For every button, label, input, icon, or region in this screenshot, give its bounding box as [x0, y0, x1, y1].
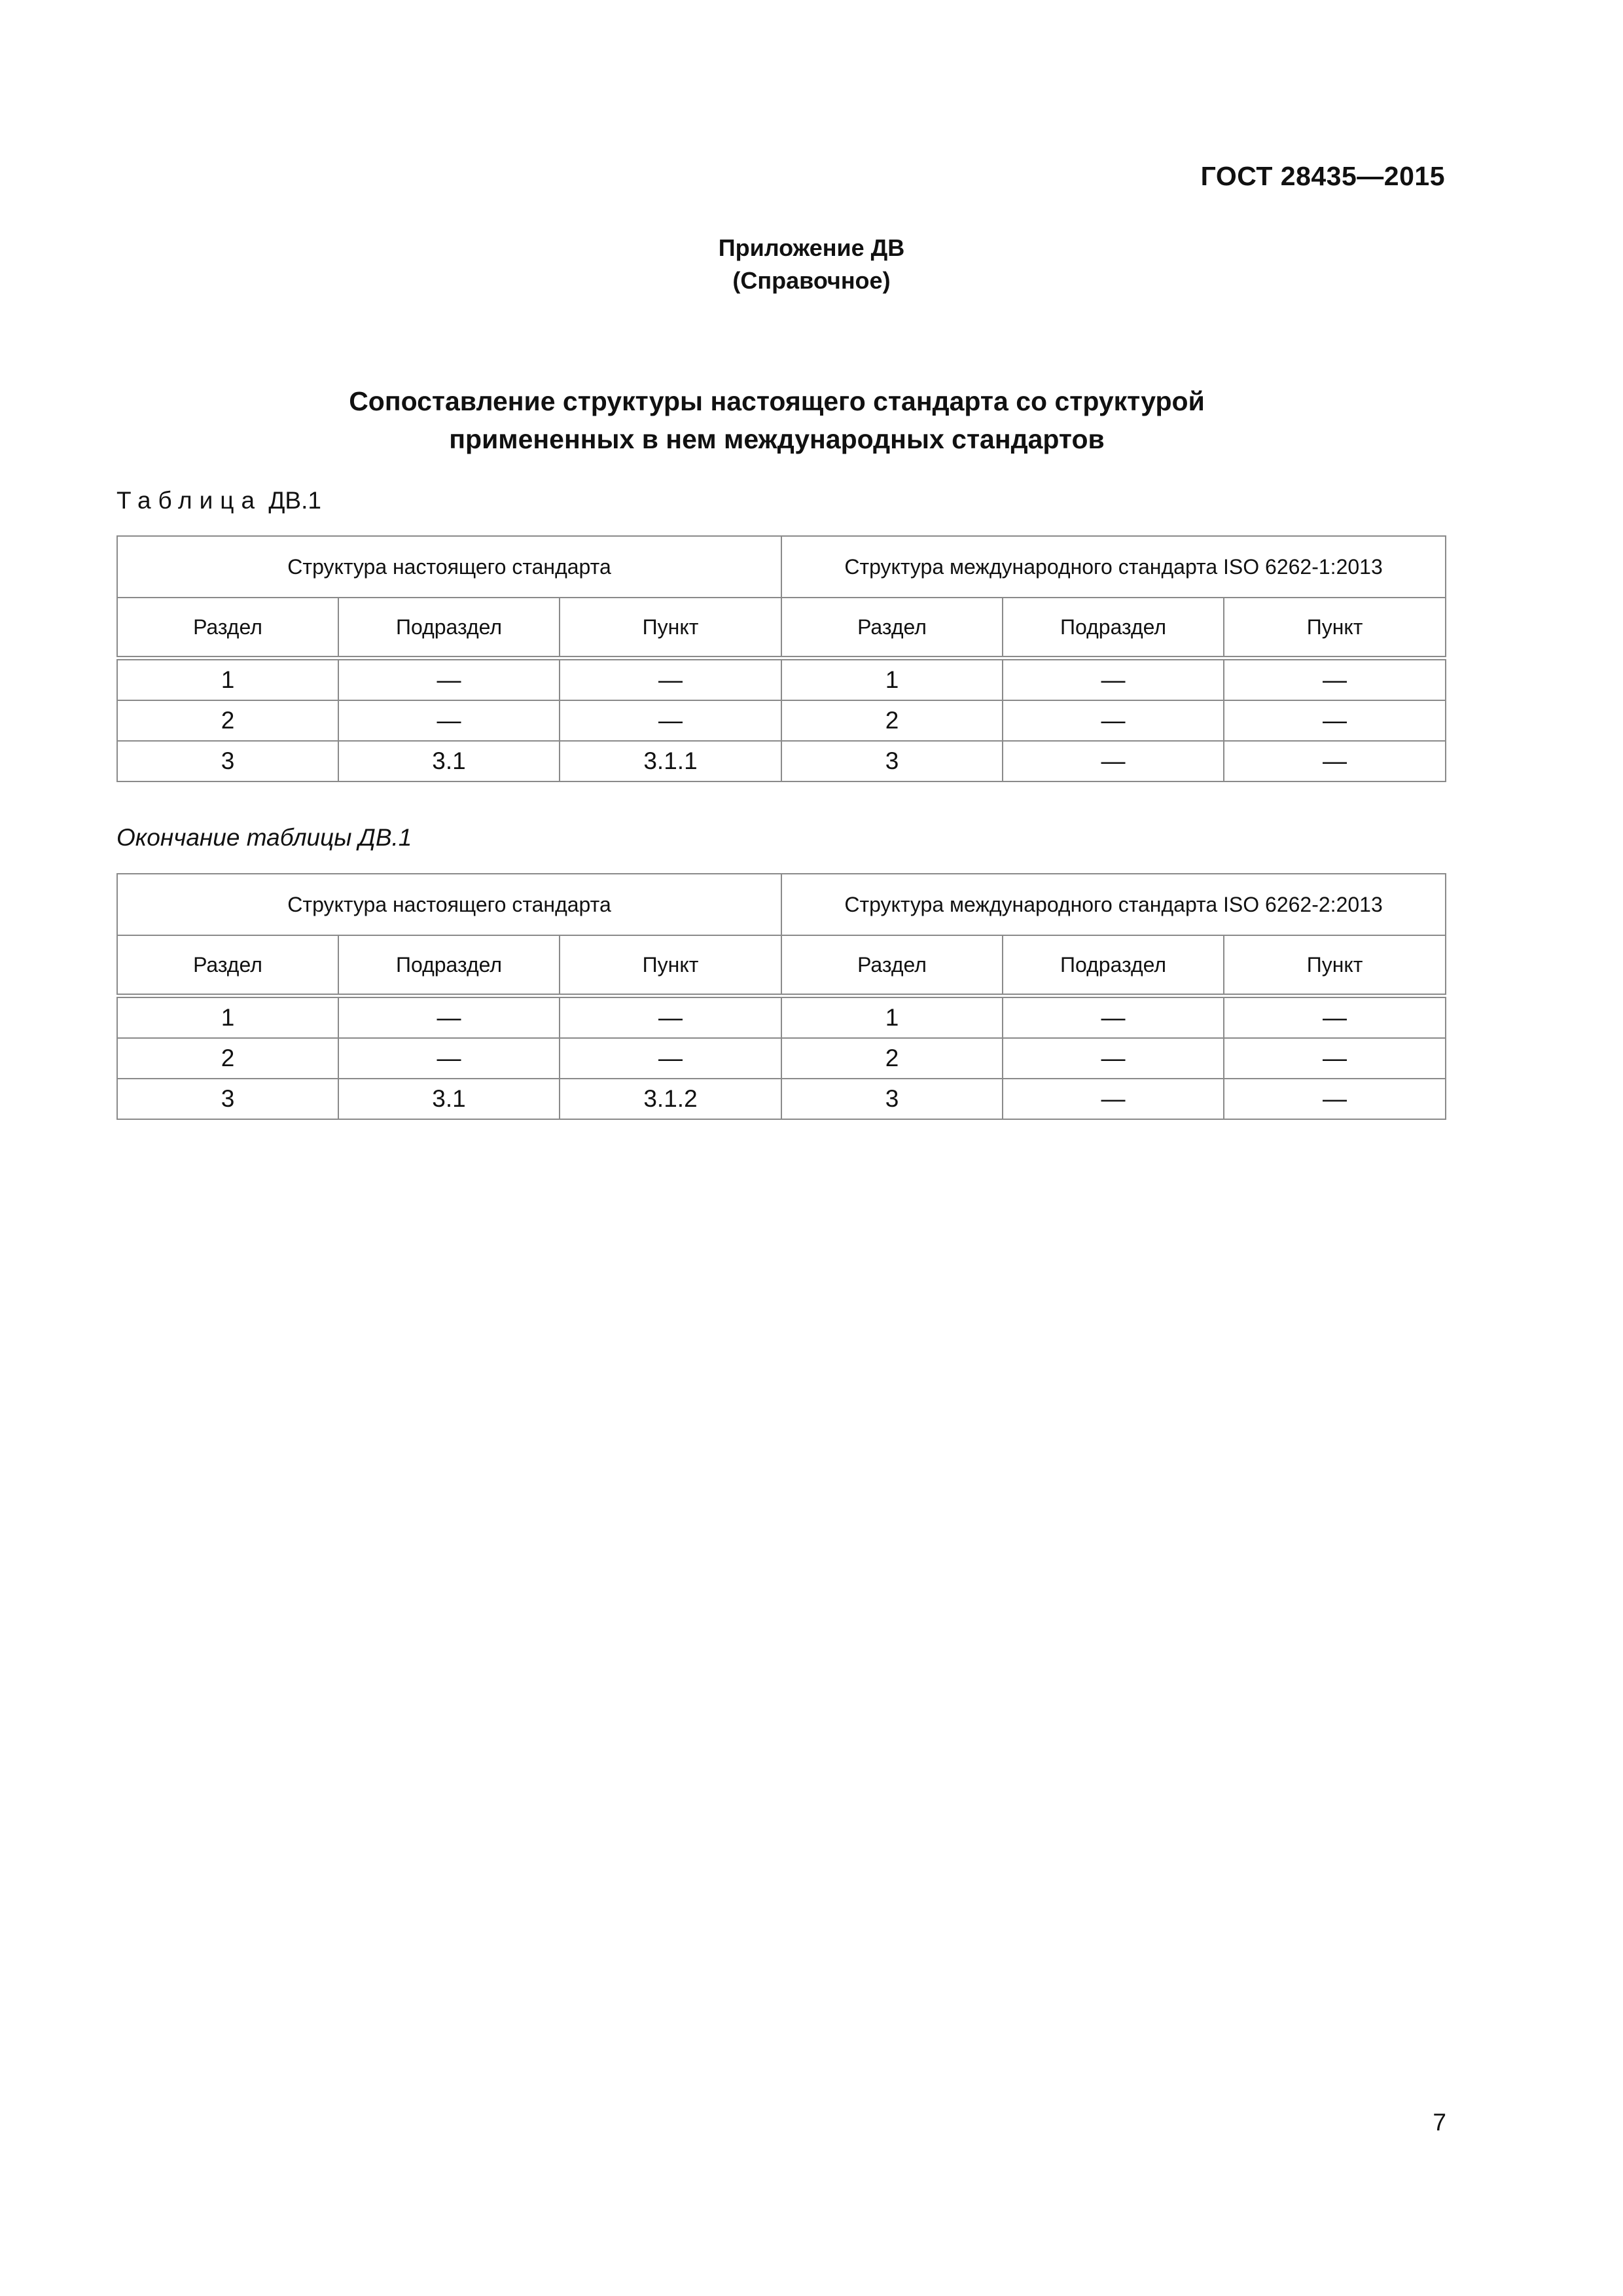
column-header: Пункт: [1224, 935, 1446, 996]
section-title-line-1: Сопоставление структуры настоящего стандарта со структурой: [349, 386, 1205, 416]
group-header-international: Структура международного стандарта ISO 6262-1:2013: [781, 536, 1446, 598]
column-header: Подраздел: [1003, 598, 1224, 658]
structure-comparison-table-1: [116, 535, 1446, 782]
column-header: Раздел: [117, 935, 338, 996]
table-cell: —: [1224, 741, 1446, 781]
table-caption-word: Таблица: [116, 487, 262, 514]
table-1-continuation-caption: Окончание таблицы ДВ.1: [116, 824, 412, 851]
table-cell: 3: [117, 741, 338, 781]
table-cell: 3.1: [338, 1079, 560, 1119]
table-cell: 3: [117, 1079, 338, 1119]
table-cell: 2: [781, 700, 1003, 741]
table-cell: 2: [781, 1038, 1003, 1079]
structure-comparison-table-1-end: [116, 873, 1446, 1120]
table-cell: 1: [117, 658, 338, 701]
column-header: Подраздел: [1003, 935, 1224, 996]
table-column-header-row: [117, 935, 1446, 996]
table-cell: 3: [781, 741, 1003, 781]
page-number: 7: [1433, 2109, 1446, 2136]
table-cell: —: [338, 700, 560, 741]
table-row: [117, 996, 1446, 1039]
table-cell: —: [1224, 1079, 1446, 1119]
table-cell: —: [1003, 1079, 1224, 1119]
group-header-national: Структура настоящего стандарта: [117, 536, 781, 598]
table-1-caption: [116, 487, 321, 514]
table-cell: —: [1224, 996, 1446, 1039]
column-header: Подраздел: [338, 598, 560, 658]
document-code: ГОСТ 28435—2015: [1200, 161, 1445, 191]
table-group-header-row: [117, 874, 1446, 935]
table-caption-id: ДВ.1: [268, 487, 321, 514]
table-cell: —: [338, 996, 560, 1039]
table-cell: —: [1003, 658, 1224, 701]
table-cell: —: [1003, 996, 1224, 1039]
annex-title: Приложение ДВ: [718, 234, 905, 261]
table-cell: 3.1.2: [560, 1079, 781, 1119]
table-cell: —: [338, 1038, 560, 1079]
annex-heading: [0, 232, 1623, 297]
table-row: [117, 1079, 1446, 1119]
table-group-header-row: [117, 536, 1446, 598]
column-header: Подраздел: [338, 935, 560, 996]
section-title-line-2: примененных в нем международных стандартов: [449, 424, 1105, 454]
table-cell: 3.1.1: [560, 741, 781, 781]
table-cell: 1: [781, 996, 1003, 1039]
table-cell: —: [560, 996, 781, 1039]
table-cell: 2: [117, 700, 338, 741]
table-cell: —: [1224, 1038, 1446, 1079]
table-cell: —: [1003, 1038, 1224, 1079]
column-header: Раздел: [781, 598, 1003, 658]
table-row: [117, 1038, 1446, 1079]
table-cell: —: [1003, 741, 1224, 781]
table-cell: —: [338, 658, 560, 701]
table-cell: —: [1224, 700, 1446, 741]
column-header: Раздел: [781, 935, 1003, 996]
table-cell: —: [1224, 658, 1446, 701]
column-header: Раздел: [117, 598, 338, 658]
column-header: Пункт: [1224, 598, 1446, 658]
table-cell: 2: [117, 1038, 338, 1079]
table-cell: —: [560, 1038, 781, 1079]
group-header-national: Структура настоящего стандарта: [117, 874, 781, 935]
table-row: [117, 700, 1446, 741]
table-cell: 3.1: [338, 741, 560, 781]
table-cell: 1: [117, 996, 338, 1039]
table-row: [117, 741, 1446, 781]
column-header: Пункт: [560, 935, 781, 996]
section-title: [0, 382, 1554, 458]
group-header-international: Структура международного стандарта ISO 6262-2:2013: [781, 874, 1446, 935]
table-cell: 1: [781, 658, 1003, 701]
column-header: Пункт: [560, 598, 781, 658]
table-row: [117, 658, 1446, 701]
table-column-header-row: [117, 598, 1446, 658]
table-cell: —: [560, 700, 781, 741]
table-cell: 3: [781, 1079, 1003, 1119]
table-cell: —: [560, 658, 781, 701]
table-cell: —: [1003, 700, 1224, 741]
annex-type: (Справочное): [732, 267, 891, 294]
